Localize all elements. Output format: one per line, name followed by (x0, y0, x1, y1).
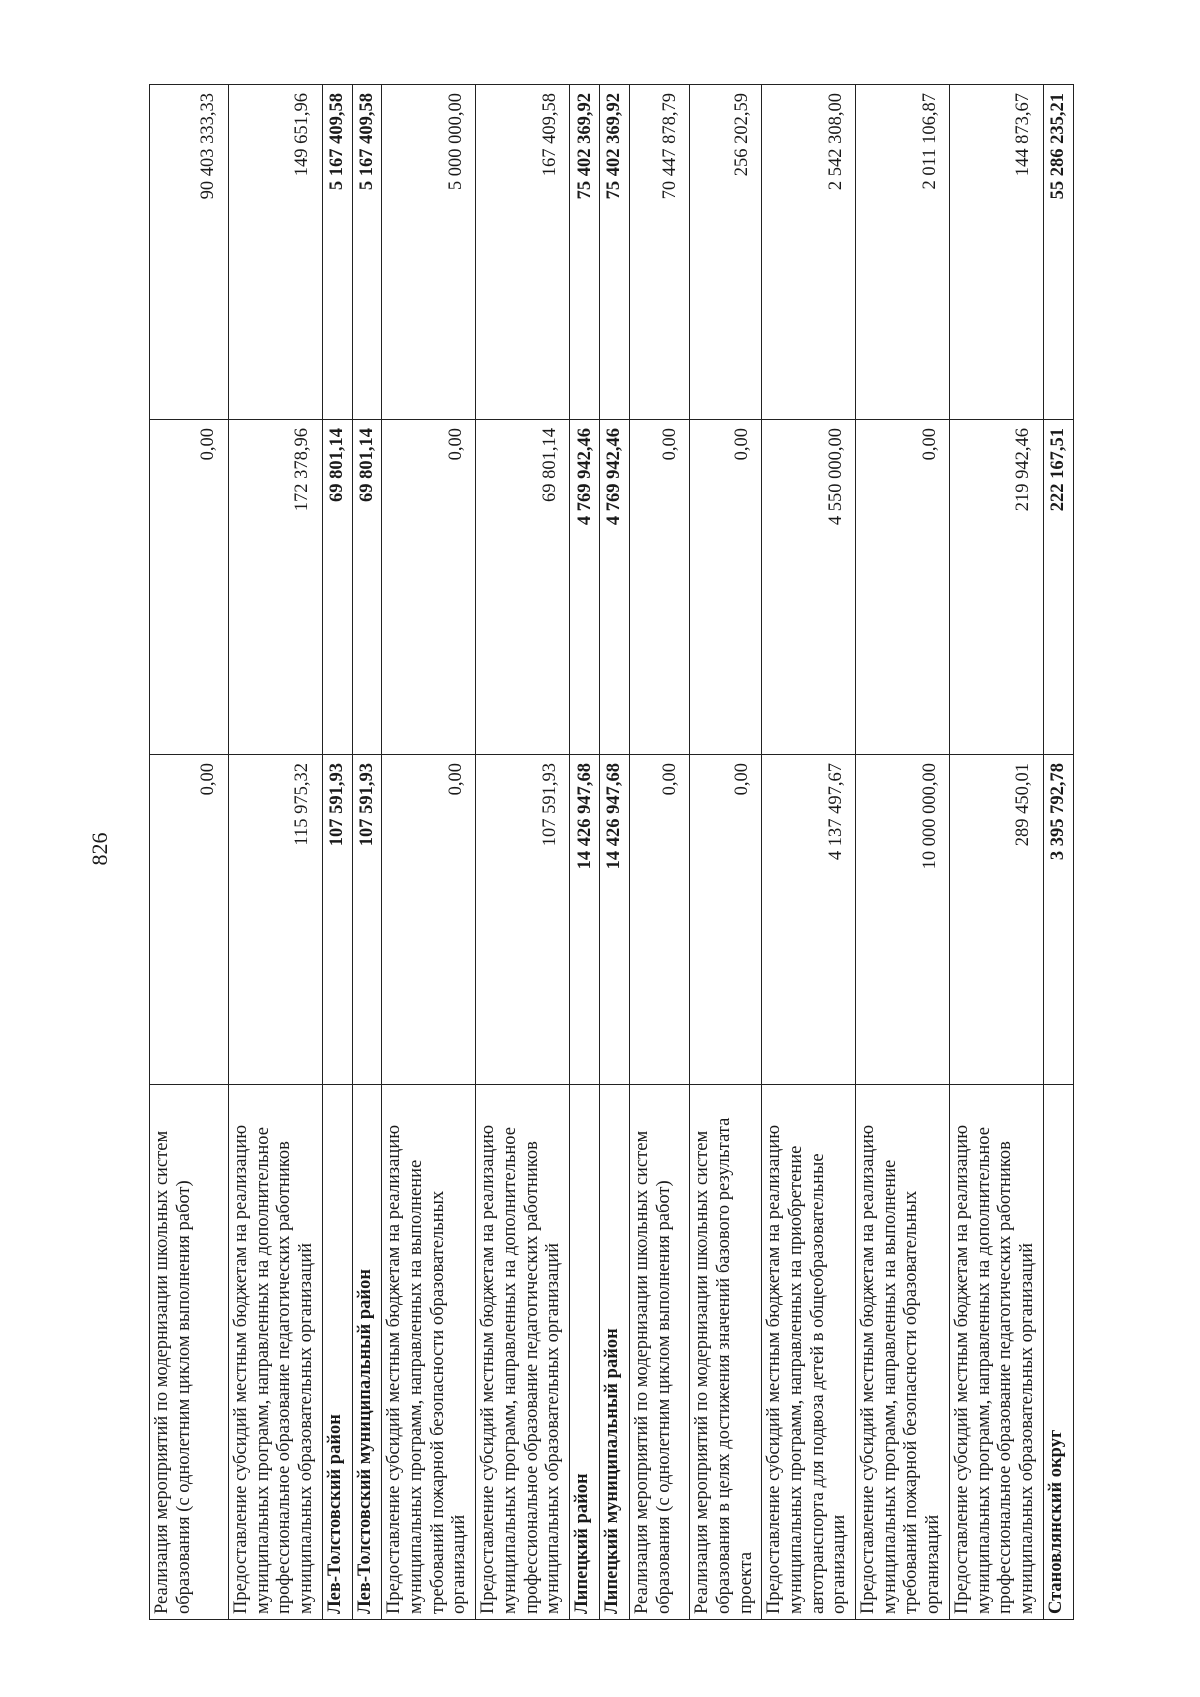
table-row-subtotal (600, 85, 630, 1620)
row-name-cell: Предоставление субсидий местным бюджетам на реализацию муниципальных программ, направленных на дополнительное профессиональное образование педагогических работников муниципальных образовательных организаций (476, 1085, 570, 1620)
value-cell-1: 115 975,32 (229, 755, 323, 1085)
table-row (629, 85, 690, 1620)
value-cell-1: 289 450,01 (950, 755, 1044, 1085)
row-name-cell: Предоставление субсидий местным бюджетам на реализацию муниципальных программ, направленных на приобретение автотранспорта для подвоза детей в общеобразовательные организации (762, 1085, 856, 1620)
value-cell-1: 4 137 497,67 (762, 755, 856, 1085)
value-cell-2: 0,00 (382, 420, 476, 755)
value-cell-1: 107 591,93 (476, 755, 570, 1085)
row-name-cell: Реализация мероприятий по модернизации школьных систем образования в целях достижения значений базового результата проекта (690, 1085, 762, 1620)
budget-table (149, 84, 1074, 1620)
value-cell-2: 219 942,46 (950, 420, 1044, 755)
value-cell-3: 5 000 000,00 (382, 85, 476, 420)
value-cell-1: 3 395 792,78 (1044, 755, 1074, 1085)
value-cell-3: 256 202,59 (690, 85, 762, 420)
rotated-table-container (149, 85, 1074, 1620)
row-name-cell: Лев-Толстовский муниципальный район (352, 1085, 382, 1620)
value-cell-1: 14 426 947,68 (570, 755, 600, 1085)
value-cell-3: 70 447 878,79 (629, 85, 690, 420)
value-cell-3: 55 286 235,21 (1044, 85, 1074, 420)
table-row (382, 85, 476, 1620)
table-row (690, 85, 762, 1620)
row-name-cell: Реализация мероприятий по модернизации школьных систем образования (с однолетним циклом выполнения работ) (150, 1085, 229, 1620)
value-cell-3: 144 873,67 (950, 85, 1044, 420)
table-row (150, 85, 229, 1620)
value-cell-1: 0,00 (150, 755, 229, 1085)
table-row (762, 85, 856, 1620)
table-row-subtotal (352, 85, 382, 1620)
page-number: 826 (87, 832, 112, 866)
value-cell-1: 107 591,93 (322, 755, 352, 1085)
value-cell-2: 222 167,51 (1044, 420, 1074, 755)
value-cell-2: 172 378,96 (229, 420, 323, 755)
value-cell-3: 2 542 308,00 (762, 85, 856, 420)
table-row-subtotal (570, 85, 600, 1620)
row-name-cell: Предоставление субсидий местным бюджетам на реализацию муниципальных программ, направленных на выполнение требований пожарной безопасности образовательных организаций (382, 1085, 476, 1620)
value-cell-2: 69 801,14 (476, 420, 570, 755)
table-row (950, 85, 1044, 1620)
value-cell-1: 0,00 (382, 755, 476, 1085)
value-cell-3: 90 403 333,33 (150, 85, 229, 420)
value-cell-2: 4 769 942,46 (600, 420, 630, 755)
value-cell-3: 75 402 369,92 (570, 85, 600, 420)
value-cell-3: 149 651,96 (229, 85, 323, 420)
value-cell-3: 5 167 409,58 (352, 85, 382, 420)
value-cell-3: 75 402 369,92 (600, 85, 630, 420)
value-cell-2: 4 769 942,46 (570, 420, 600, 755)
value-cell-1: 0,00 (690, 755, 762, 1085)
value-cell-2: 0,00 (856, 420, 950, 755)
row-name-cell: Становлянский округ (1044, 1085, 1074, 1620)
row-name-cell: Предоставление субсидий местным бюджетам на реализацию муниципальных программ, направленных на выполнение требований пожарной безопасности образовательных организаций (856, 1085, 950, 1620)
value-cell-3: 167 409,58 (476, 85, 570, 420)
table-row (856, 85, 950, 1620)
value-cell-1: 107 591,93 (352, 755, 382, 1085)
value-cell-2: 0,00 (690, 420, 762, 755)
value-cell-2: 0,00 (629, 420, 690, 755)
value-cell-1: 14 426 947,68 (600, 755, 630, 1085)
table-row-subtotal (1044, 85, 1074, 1620)
value-cell-1: 0,00 (629, 755, 690, 1085)
row-name-cell: Предоставление субсидий местным бюджетам на реализацию муниципальных программ, направленных на дополнительное профессиональное образование педагогических работников муниципальных образовательных организаций (229, 1085, 323, 1620)
value-cell-3: 5 167 409,58 (322, 85, 352, 420)
value-cell-2: 4 550 000,00 (762, 420, 856, 755)
row-name-cell: Лев-Толстовский район (322, 1085, 352, 1620)
table-row (476, 85, 570, 1620)
row-name-cell: Реализация мероприятий по модернизации школьных систем образования (с однолетним циклом выполнения работ) (629, 1085, 690, 1620)
value-cell-2: 0,00 (150, 420, 229, 755)
row-name-cell: Предоставление субсидий местным бюджетам на реализацию муниципальных программ, направленных на дополнительное профессиональное образование педагогических работников муниципальных образовательных организаций (950, 1085, 1044, 1620)
value-cell-2: 69 801,14 (352, 420, 382, 755)
table-row (229, 85, 323, 1620)
value-cell-1: 10 000 000,00 (856, 755, 950, 1085)
value-cell-2: 69 801,14 (322, 420, 352, 755)
value-cell-3: 2 011 106,87 (856, 85, 950, 420)
row-name-cell: Липецкий район (570, 1085, 600, 1620)
row-name-cell: Липецкий муниципальный район (600, 1085, 630, 1620)
table-row-subtotal (322, 85, 352, 1620)
